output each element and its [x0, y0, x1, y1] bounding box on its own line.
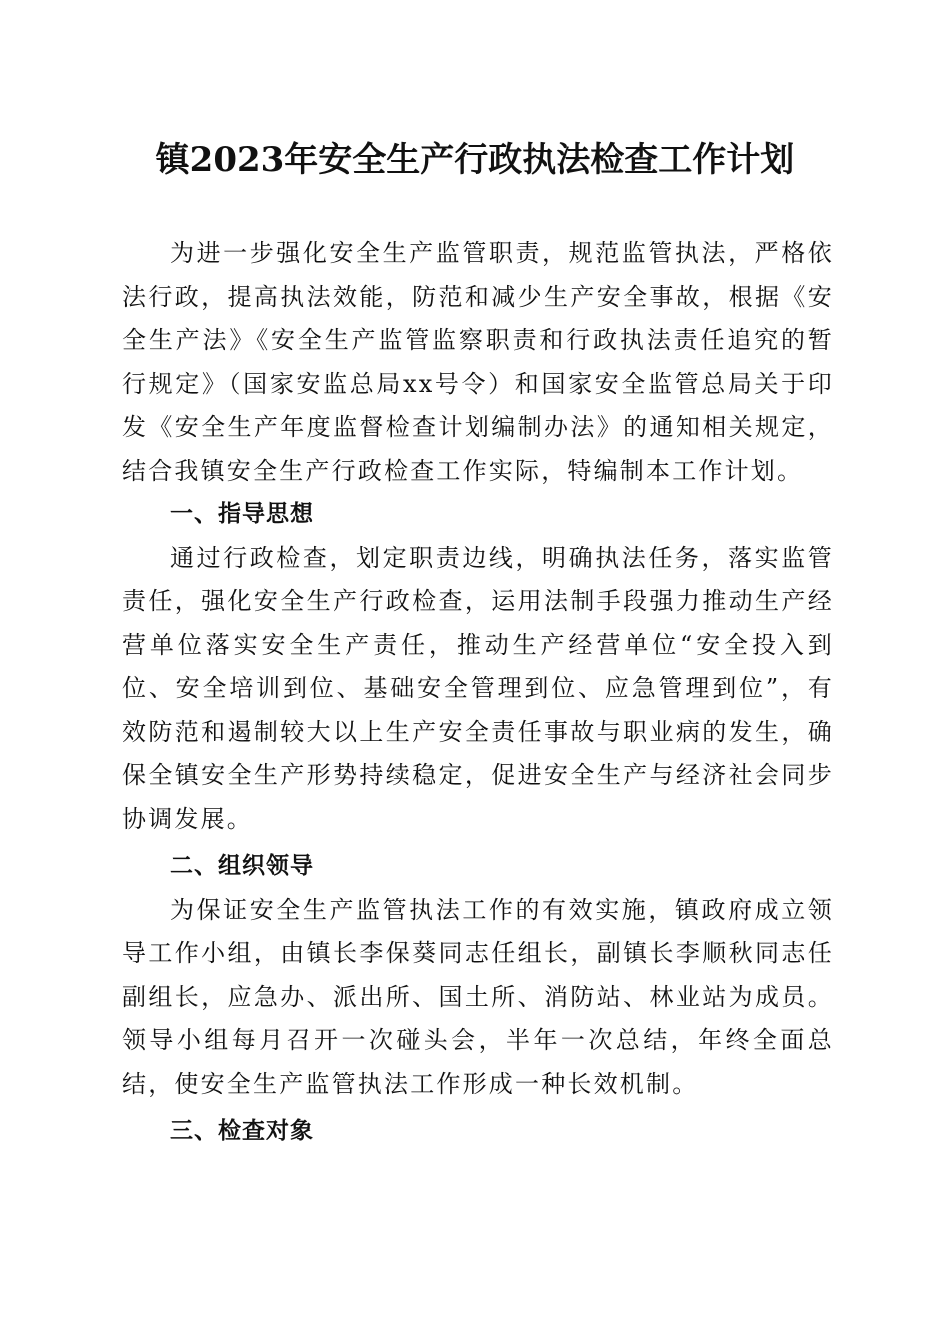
- intro-paragraph: 为进一步强化安全生产监管职责，规范监管执法，严格依法行政，提高执法效能，防范和减少生产安全事故，根据《安全生产法》《安全生产监管监察职责和行政执法责任追究的暂行规定》（国家安监总局xx号令）和国家安全监管总局关于印发《安全生产年度监督检查计划编制办法》的通知相关规定，结合我镇安全生产行政检查工作实际，特编制本工作计划。: [122, 239, 834, 485]
- section-body-guiding-ideology: 通过行政检查，划定职责边线，明确执法任务，落实监管责任，强化安全生产行政检查，运用法制手段强力推动生产经营单位落实安全生产责任，推动生产经营单位“安全投入到位、安全培训到位、基础安全管理到位、应急管理到位”，有效防范和遏制较大以上生产安全责任事故与职业病的发生，确保全镇安全生产形势持续稳定，促进安全生产与经济社会同步协调发展。: [122, 543, 834, 833]
- document-body: [122, 232, 834, 1154]
- section-heading-organization: 二、组织领导: [170, 853, 314, 879]
- document-title: 镇2023年安全生产行政执法检查工作计划: [155, 140, 795, 180]
- section-body-organization: 为保证安全生产监管执法工作的有效实施，镇政府成立领导工作小组，由镇长李保葵同志任组长，副镇长李顺秋同志任副组长，应急办、派出所、国土所、消防站、林业站为成员。领导小组每月召开一次碰头会，半年一次总结，年终全面总结，使安全生产监管执法工作形成一种长效机制。: [122, 895, 834, 1098]
- section-heading-guiding-ideology: 一、指导思想: [170, 501, 314, 527]
- section-heading-inspection-targets: 三、检查对象: [170, 1118, 314, 1144]
